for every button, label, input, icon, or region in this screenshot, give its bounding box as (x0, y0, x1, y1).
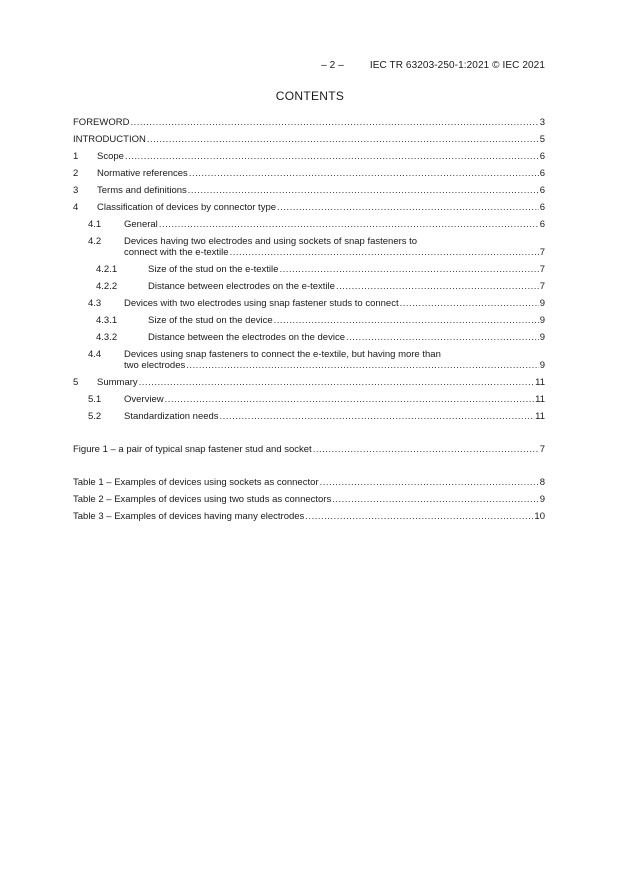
toc-leader (189, 168, 539, 179)
toc-entry-standardization-needs[interactable] (73, 405, 545, 422)
toc-entry-page: 11 (535, 377, 545, 388)
toc-entry-page: 11 (535, 394, 545, 405)
toc-entry-number: 5.1 (88, 394, 102, 405)
toc-leader (165, 394, 535, 405)
toc-entry-page: 11 (535, 411, 545, 422)
toc-entry-size-stud-etextile[interactable] (73, 258, 545, 275)
page-number: – 2 – (321, 60, 344, 71)
toc-entry-normative-references[interactable] (73, 162, 545, 179)
toc-entry-label: Scope (97, 151, 124, 162)
toc-leader (139, 377, 534, 388)
toc-entry-number: 4.3.1 (96, 315, 118, 326)
toc-entry-devices-many-electrodes[interactable] (73, 343, 545, 371)
toc-entry-number: 4.2.2 (96, 281, 118, 292)
toc-entry-number: 4.4 (88, 349, 102, 360)
toc-leader (186, 360, 538, 371)
toc-entry-page: 6 (539, 219, 545, 230)
toc-entry-label: FOREWORD (73, 117, 130, 128)
toc-leader (220, 411, 535, 422)
toc-entry-overview[interactable] (73, 388, 545, 405)
document-id: IEC TR 63203-250-1:2021 © IEC 2021 (369, 60, 545, 71)
toc-entry-devices-sockets[interactable] (73, 230, 545, 258)
toc-entry-page: 6 (539, 151, 545, 162)
toc-leader (274, 315, 539, 326)
table-entry-page: 9 (539, 494, 545, 505)
toc-entry-label: Devices with two electrodes using snap fastener studs to connect (124, 298, 399, 309)
toc-entry-label: Size of the stud on the e-textile (148, 264, 279, 275)
toc-entry-number: 4.2.1 (96, 264, 118, 275)
toc-leader (346, 332, 539, 343)
toc-entry-number: 1 (73, 151, 79, 162)
toc-leader (313, 444, 539, 455)
toc-leader (279, 264, 538, 275)
figure-entry-label: Figure 1 – a pair of typical snap fastener stud and socket (73, 444, 312, 455)
figure-entry-page: 7 (539, 444, 545, 455)
table-entry-label: Table 1 – Examples of devices using sockets as connector (73, 477, 319, 488)
toc-leader (332, 494, 538, 505)
toc-entry-label: Distance between the electrodes on the device (148, 332, 345, 343)
toc-entry-size-stud-device[interactable] (73, 309, 545, 326)
toc-entry-label: INTRODUCTION (73, 134, 146, 145)
toc-entry-summary[interactable] (73, 371, 545, 388)
toc-entry-foreword[interactable] (73, 111, 545, 128)
toc-entry-page: 9 (539, 332, 545, 343)
table-list-entry[interactable] (73, 488, 545, 505)
toc-leader (277, 202, 539, 213)
toc-entry-page: 5 (539, 134, 545, 145)
toc-entry-number: 4 (73, 202, 79, 213)
toc-entry-number: 4.1 (88, 219, 102, 230)
toc-entry-page: 6 (539, 202, 545, 213)
toc-entry-page: 7 (539, 264, 545, 275)
table-entry-label: Table 3 – Examples of devices having many electrodes (73, 511, 305, 522)
toc-entry-terms-and-definitions[interactable] (73, 179, 545, 196)
toc-leader (188, 185, 539, 196)
toc-leader (336, 281, 539, 292)
toc-leader (400, 298, 539, 309)
toc-leader (147, 134, 539, 145)
toc-leader (130, 117, 538, 128)
table-list-entry[interactable] (73, 471, 545, 488)
toc-entry-number: 3 (73, 185, 79, 196)
toc-leader (159, 219, 539, 230)
toc-entry-label-continued: two electrodes (124, 360, 186, 371)
toc-entry-page: 9 (539, 360, 545, 371)
toc-entry-label: Terms and definitions (97, 185, 187, 196)
toc-entry-number: 5.2 (88, 411, 102, 422)
toc-leader (125, 151, 539, 162)
toc-entry-page: 7 (539, 247, 545, 258)
table-list-entry[interactable] (73, 505, 545, 522)
toc-entry-number: 4.3 (88, 298, 102, 309)
toc-entry-scope[interactable] (73, 145, 545, 162)
toc-entry-label: Size of the stud on the device (148, 315, 273, 326)
toc-entry-page: 3 (539, 117, 545, 128)
toc-entry-page: 7 (539, 281, 545, 292)
toc-entry-classification[interactable] (73, 196, 545, 213)
toc-entry-label: Overview (124, 394, 164, 405)
toc-leader (305, 511, 533, 522)
toc-entry-label: Normative references (97, 168, 188, 179)
toc-entry-label: Classification of devices by connector type (97, 202, 277, 213)
spacer (73, 455, 545, 471)
toc-entry-label: Distance between electrodes on the e-textile (148, 281, 335, 292)
toc-entry-label: Devices having two electrodes and using sockets of snap fasteners to (124, 236, 418, 247)
toc-entry-label-continued: connect with the e-textile (124, 247, 229, 258)
toc-entry-number: 5 (73, 377, 79, 388)
toc-leader (230, 247, 539, 258)
toc-entry-number: 2 (73, 168, 79, 179)
page-header (321, 60, 545, 71)
toc-entry-label: Standardization needs (124, 411, 219, 422)
figure-list-entry[interactable] (73, 438, 545, 455)
spacer (73, 422, 545, 438)
toc-entry-page: 6 (539, 185, 545, 196)
table-entry-page: 10 (534, 511, 545, 522)
toc-entry-devices-studs[interactable] (73, 292, 545, 309)
toc-entry-page: 6 (539, 168, 545, 179)
toc-entry-number: 4.3.2 (96, 332, 118, 343)
toc-entry-number: 4.2 (88, 236, 102, 247)
table-entry-label: Table 2 – Examples of devices using two studs as connectors (73, 494, 332, 505)
page-title: CONTENTS (275, 89, 345, 103)
toc-entry-distance-etextile[interactable] (73, 275, 545, 292)
table-entry-page: 8 (539, 477, 545, 488)
toc-entry-distance-device[interactable] (73, 326, 545, 343)
toc-entry-page: 9 (539, 315, 545, 326)
table-of-contents (73, 111, 545, 522)
toc-entry-label: General (124, 219, 158, 230)
toc-entry-introduction[interactable] (73, 128, 545, 145)
toc-entry-label: Devices using snap fasteners to connect the e-textile, but having more than (124, 349, 441, 360)
toc-entry-page: 9 (539, 298, 545, 309)
toc-leader (320, 477, 539, 488)
toc-entry-label: Summary (97, 377, 138, 388)
toc-entry-general[interactable] (73, 213, 545, 230)
